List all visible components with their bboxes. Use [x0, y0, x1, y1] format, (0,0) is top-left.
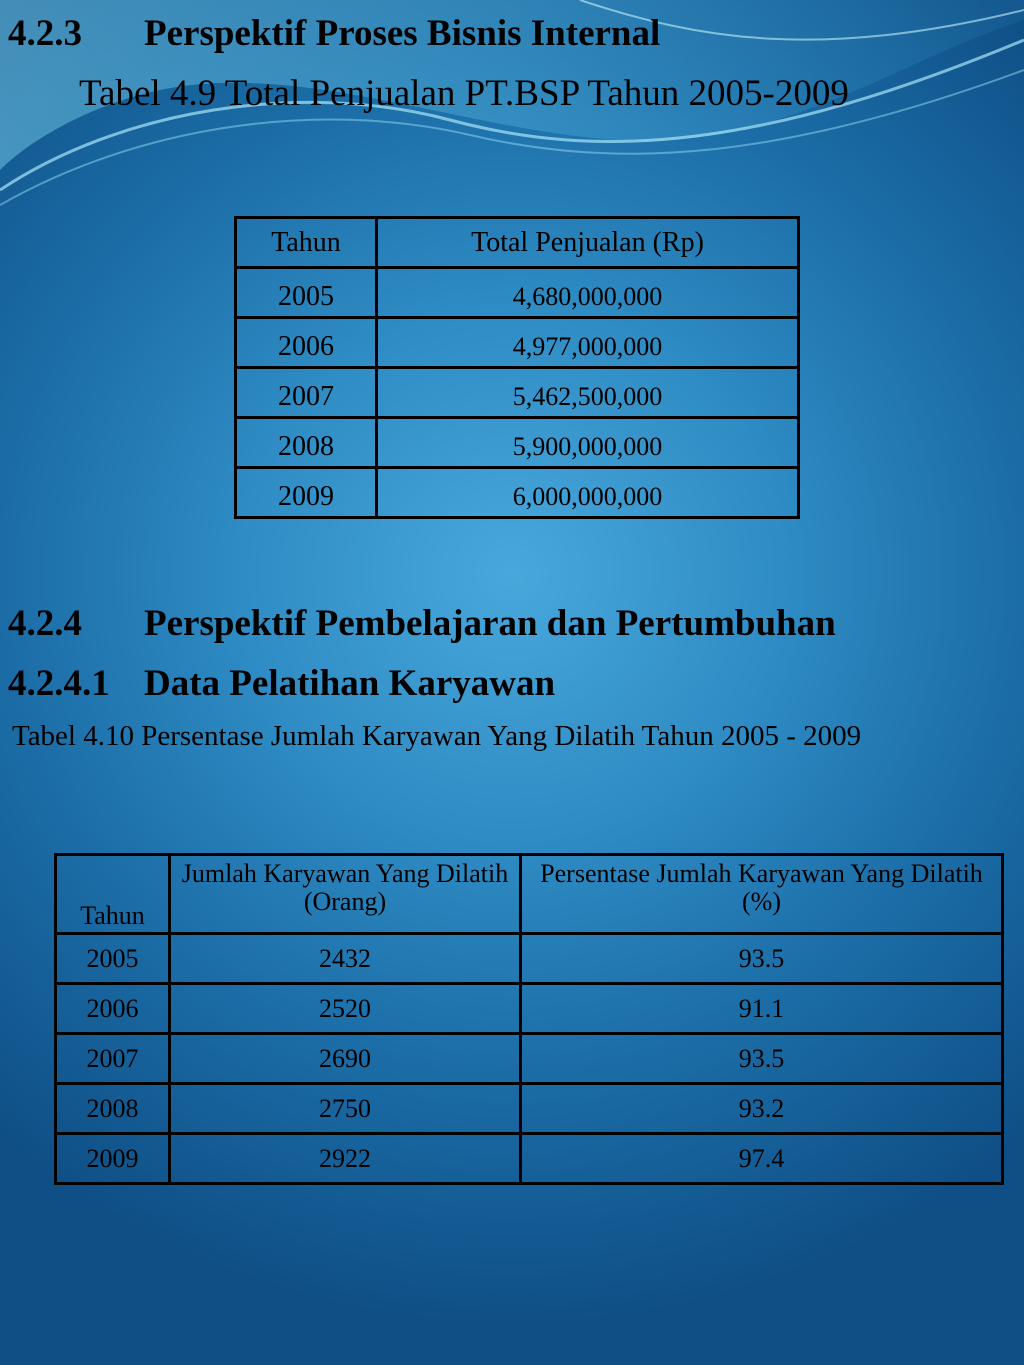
cell-percentage-trained: 93.5: [521, 934, 1003, 984]
cell-year: 2007: [236, 368, 377, 418]
cell-total-sales: 6,000,000,000: [377, 468, 799, 518]
table-caption-4-10: Tabel 4.10 Persentase Jumlah Karyawan Yang Dilatih Tahun 2005 - 2009: [12, 720, 862, 752]
table-caption-4-9: Tabel 4.9 Total Penjualan PT.BSP Tahun 2005-2009: [79, 73, 849, 114]
cell-total-sales: 4,977,000,000: [377, 318, 799, 368]
section-number: 4.2.4: [8, 603, 82, 644]
header-cell-year: Tahun: [56, 855, 170, 934]
cell-employees-trained: 2750: [170, 1084, 521, 1134]
table-header-row: [56, 855, 1003, 934]
cell-year: 2008: [56, 1084, 170, 1134]
cell-total-sales: 5,462,500,000: [377, 368, 799, 418]
section-title: Perspektif Pembelajaran dan Pertumbuhan: [144, 603, 836, 644]
cell-employees-trained: 2432: [170, 934, 521, 984]
section-number: 4.2.4.1: [8, 663, 110, 704]
header-cell-percentage-trained: Persentase Jumlah Karyawan Yang Dilatih (%): [521, 855, 1003, 934]
cell-year: 2005: [236, 268, 377, 318]
cell-percentage-trained: 93.2: [521, 1084, 1003, 1134]
section-title: Data Pelatihan Karyawan: [144, 663, 556, 704]
cell-year: 2005: [56, 934, 170, 984]
cell-year: 2009: [56, 1134, 170, 1184]
header-cell-total-sales: Total Penjualan (Rp): [377, 218, 799, 268]
training-table: [54, 853, 1004, 1185]
cell-year: 2007: [56, 1034, 170, 1084]
cell-percentage-trained: 93.5: [521, 1034, 1003, 1084]
table-row: [236, 318, 799, 368]
cell-employees-trained: 2922: [170, 1134, 521, 1184]
cell-employees-trained: 2690: [170, 1034, 521, 1084]
table-row: [236, 368, 799, 418]
cell-total-sales: 4,680,000,000: [377, 268, 799, 318]
section-heading-4-2-4-1: [8, 662, 555, 705]
cell-percentage-trained: 97.4: [521, 1134, 1003, 1184]
sales-table: [234, 216, 800, 519]
table-row: [56, 1134, 1003, 1184]
cell-employees-trained: 2520: [170, 984, 521, 1034]
cell-year: 2009: [236, 468, 377, 518]
cell-percentage-trained: 91.1: [521, 984, 1003, 1034]
section-heading-4-2-4: [8, 602, 836, 645]
table-row: [236, 268, 799, 318]
table-row: [236, 418, 799, 468]
table-row: [236, 468, 799, 518]
cell-year: 2008: [236, 418, 377, 468]
header-cell-employees-trained: Jumlah Karyawan Yang Dilatih (Orang): [170, 855, 521, 934]
section-number: 4.2.3: [8, 13, 82, 54]
cell-total-sales: 5,900,000,000: [377, 418, 799, 468]
table-row: [56, 984, 1003, 1034]
header-cell-year: Tahun: [236, 218, 377, 268]
cell-year: 2006: [236, 318, 377, 368]
table-row: [56, 934, 1003, 984]
table-header-row: [236, 218, 799, 268]
section-title: Perspektif Proses Bisnis Internal: [144, 13, 661, 54]
cell-year: 2006: [56, 984, 170, 1034]
table-row: [56, 1034, 1003, 1084]
section-heading-4-2-3: [8, 12, 660, 55]
table-row: [56, 1084, 1003, 1134]
